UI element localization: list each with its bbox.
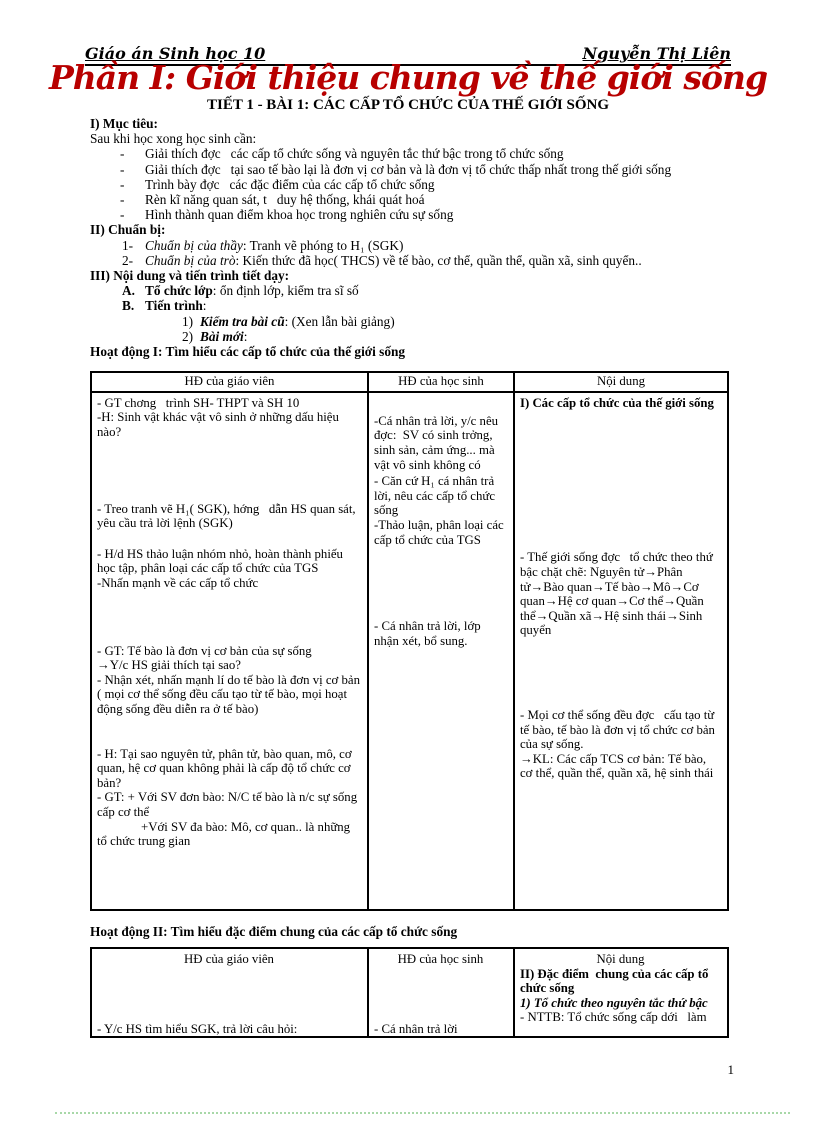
item-label: Kiểm tra bài cũ — [200, 313, 285, 329]
item-rest: : Tranh vẽ phóng to H₁ (SGK) — [242, 237, 404, 253]
goal-item — [90, 146, 730, 161]
student-paragraph: - Căn cứ H₁ cá nhân trả lời, nêu các cấp tổ chức sống — [374, 474, 499, 518]
goal-text: Rèn kĩ năng quan sát, t duy hệ thống, khái quát hoá — [145, 192, 425, 208]
teacher-paragraph: +Với SV đa bào: Mô, cơ quan.. là những tổ chức trung gian — [97, 819, 354, 849]
teacher-paragraph: -H: Sinh vật khác vật vô sinh ở những dấu hiệu nào? — [97, 410, 343, 440]
section-heading-muc-tieu: I) Mục tiêu: — [90, 116, 158, 131]
chuan-bi-item — [90, 238, 730, 253]
item-label: Tổ chức lớp — [145, 283, 213, 299]
col-header-student: HĐ của học sinh — [368, 372, 514, 392]
content-paragraph: - Mọi cơ thể sống đều đợc cấu tạo từ tế bào, tế bào là đơn vị tổ chức cơ bản của sự sống. — [520, 708, 719, 752]
item-rest: : Kiến thức đã học( THCS) về tế bào, cơ thể, quần thể, quần xã, sinh quyển.. — [235, 252, 642, 268]
muc-tieu-intro: Sau khi học xong học sinh cần: — [90, 131, 257, 147]
goal-text: Trình bày đợc các đặc điểm của các cấp tổ chức sống — [145, 176, 435, 192]
page-number: 1 — [727, 1062, 734, 1077]
col-header-content: Nội dung — [596, 952, 645, 967]
content-paragraph: - Thế giới sống đợc tổ chức theo thứ bậc chặt chẽ: Nguyên tử→Phân tử→Bào quan→Tế bào→Mô→Cơ quan→Hệ cơ quan→Cơ thể→Quần thể→Quần xã→Hệ sinh thái→Sinh quyển — [520, 550, 716, 638]
student-paragraph: - Cá nhân trả lời — [374, 1021, 458, 1036]
bullet-dash: - — [120, 161, 125, 177]
header-left-text: Giáo án Sinh học 10 — [85, 44, 266, 63]
table-body-row — [91, 948, 728, 1037]
goal-item — [90, 192, 730, 207]
content-paragraph: →KL: Các cấp TCS cơ bản: Tế bào, cơ thể, quần thể, quần xã, hệ sinh thái — [520, 751, 714, 781]
bullet-dash: - — [120, 192, 125, 208]
table-body-row — [91, 392, 728, 910]
content-paragraph: - NTTB: Tổ chức sống cấp dới làm — [520, 1010, 707, 1025]
item-rest: : (Xen lẫn bài giảng) — [284, 313, 395, 329]
table-header-row — [91, 372, 728, 392]
goal-text: Hình thành quan điểm khoa học trong nghiên cứu sự sống — [145, 207, 454, 223]
teacher-paragraph: - H/d HS thảo luận nhóm nhỏ, hoàn thành phiếu học tập, phân loại các cấp tổ chức của TGS — [97, 546, 347, 576]
item-label: Bài mới — [200, 328, 244, 344]
item-label: Tiến trình — [145, 298, 203, 314]
col-header-teacher: HĐ của giáo viên — [91, 372, 368, 392]
item-rest: : — [243, 328, 248, 344]
item-marker: 2) — [182, 328, 194, 344]
item-marker: B. — [122, 298, 135, 314]
bullet-dash: - — [120, 176, 125, 192]
item-marker: 1) — [182, 313, 194, 329]
item-marker: A. — [122, 283, 135, 299]
teacher-paragraph: →Y/c HS giải thích tại sao? — [97, 658, 241, 673]
goal-text: Giải thích đợc các cấp tổ chức sống và nguyên tắc thứ bậc trong tổ chức sống — [145, 146, 564, 162]
teacher-paragraph: - H: Tại sao nguyên tử, phân tử, bào quan, mô, cơ quan, hệ cơ quan không phải là cấp độ tổ chức cơ bản? — [97, 746, 355, 790]
content-subheading: 1) Tổ chức theo nguyên tắc thứ bậc — [520, 995, 708, 1010]
item-marker: 1- — [122, 237, 134, 253]
teacher-cell — [91, 392, 368, 910]
activity2-table — [90, 947, 729, 1038]
noi-dung-item-b — [90, 298, 730, 313]
student-cell — [368, 948, 514, 1037]
document-body — [90, 116, 730, 1038]
bullet-dash: - — [120, 146, 125, 162]
student-paragraph: - Cá nhân trả lời, lớp nhận xét, bổ sung. — [374, 619, 484, 648]
student-cell — [368, 392, 514, 910]
teacher-paragraph: - Nhận xét, nhấn mạnh lí do tế bào là đơn vị cơ bản ( mọi cơ thể sống đều cấu tạo từ tế bào, mọi hoạt động sống đều diễn ra ở tế bào) — [97, 672, 364, 716]
goal-text: Giải thích đợc tại sao tế bào lại là đơn vị cơ bản và là đơn vị tổ chức thấp nhất trong thế giới sống — [145, 161, 672, 177]
col-header-student: HĐ của học sinh — [397, 952, 484, 967]
teacher-paragraph: - GT chơng trình SH- THPT và SH 10 — [97, 395, 300, 410]
tien-trinh-item — [90, 329, 730, 344]
teacher-cell — [91, 948, 368, 1037]
activity1-heading: Hoạt động I: Tìm hiểu các cấp tổ chức của thế giới sống — [90, 344, 406, 360]
teacher-paragraph: - Treo tranh vẽ H₁( SGK), hớng dẫn HS quan sát, yêu cầu trả lời lệnh (SGK) — [97, 501, 359, 531]
teacher-paragraph: - Y/c HS tìm hiểu SGK, trả lời câu hỏi: — [97, 1021, 298, 1036]
header-right-text: Nguyễn Thị Liên — [582, 44, 731, 63]
content-cell — [514, 948, 728, 1037]
tien-trinh-item — [90, 314, 730, 329]
noi-dung-item-a — [90, 283, 730, 298]
goal-item — [90, 207, 730, 222]
activity2-heading: Hoạt động II: Tìm hiểu đặc điểm chung của các cấp tổ chức sống — [90, 923, 458, 939]
goal-item — [90, 162, 730, 177]
student-paragraph: -Cá nhân trả lời, y/c nêu đợc: SV có sinh trởng, sinh sản, cảm ứng... mà vật vô sinh không có — [374, 413, 503, 472]
section-heading-noi-dung: III) Nội dung và tiến trình tiết dạy: — [90, 268, 290, 284]
student-paragraph: -Thảo luận, phân loại các cấp tổ chức của TGS — [374, 518, 507, 547]
item-rest: : ổn định lớp, kiểm tra sĩ số — [212, 283, 359, 299]
teacher-paragraph: - GT: + Với SV đơn bào: N/C tế bào là n/c sự sống cấp cơ thể — [97, 790, 361, 819]
item-label: Chuẩn bị của trò — [145, 252, 236, 268]
item-label: Chuẩn bị của thầy — [145, 237, 243, 253]
content-heading: II) Đặc điểm chung của các cấp tổ chức sống — [520, 966, 712, 996]
activity1-table — [90, 371, 729, 911]
section-heading-chuan-bi: II) Chuẩn bị: — [90, 222, 166, 238]
content-heading: I) Các cấp tổ chức của thế giới sống — [520, 395, 714, 410]
content-cell — [514, 392, 728, 910]
page-title: Phần I: Giới thiệu chung về thế giới sống — [48, 58, 768, 97]
chuan-bi-item — [90, 253, 730, 268]
teacher-paragraph: - GT: Tế bào là đơn vị cơ bản của sự sống — [97, 643, 312, 658]
col-header-teacher: HĐ của giáo viên — [184, 952, 274, 967]
bullet-dash: - — [120, 207, 125, 223]
goal-item — [90, 177, 730, 192]
page-subtitle: TIẾT 1 - BÀI 1: CÁC CẤP TỔ CHỨC CỦA THẾ GIỚI SỐNG — [206, 97, 609, 113]
item-marker: 2- — [122, 252, 134, 268]
item-rest: : — [202, 298, 207, 314]
teacher-paragraph: -Nhấn mạnh về các cấp tổ chức — [97, 576, 259, 590]
page-boundary-line — [55, 1112, 790, 1114]
col-header-content: Nội dung — [514, 372, 728, 392]
